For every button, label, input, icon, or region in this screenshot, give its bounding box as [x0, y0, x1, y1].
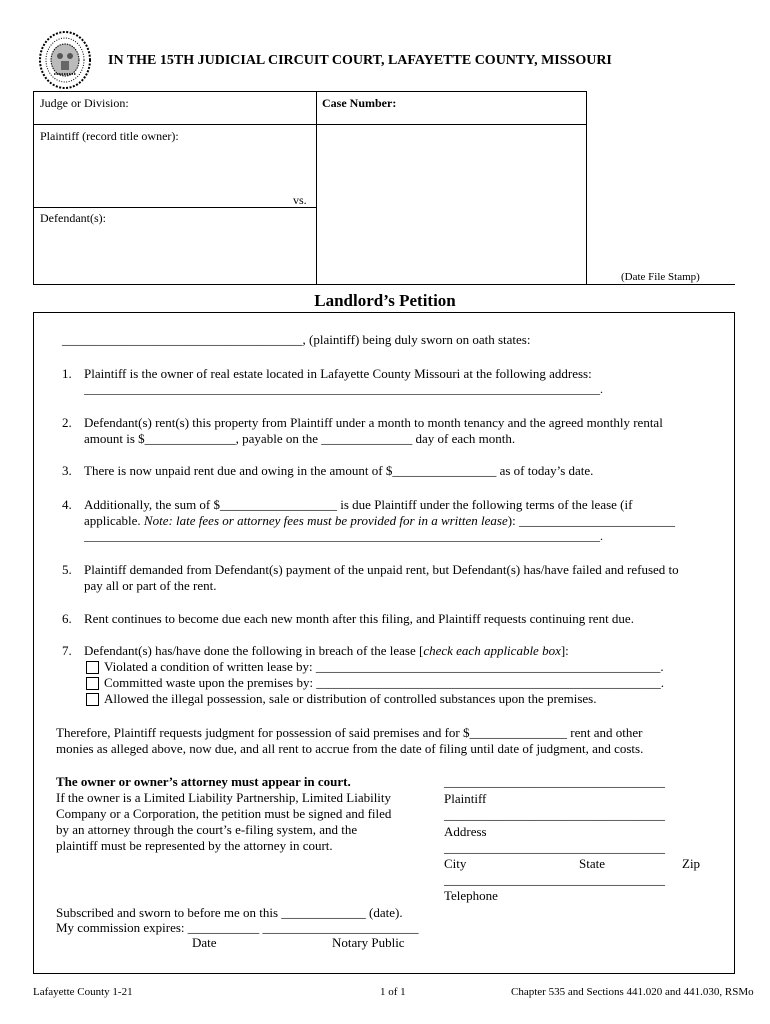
caption-rule — [33, 207, 317, 208]
caption-rule — [33, 124, 587, 125]
address-label: Address — [444, 824, 487, 839]
check-instruction: check each applicable box — [423, 643, 561, 658]
address-line[interactable]: __________________________________ — [444, 807, 665, 822]
court-title: IN THE 15TH JUDICIAL CIRCUIT COURT, LAFAYETTE COUNTY, MISSOURI — [108, 53, 612, 68]
case-number-label: Case Number: — [322, 96, 397, 110]
late-fee-note: Note: late fees or attorney fees must be provided for in a written lease — [143, 513, 508, 528]
item-1-text: Plaintiff is the owner of real estate located in Lafayette County Missouri at the following address: — [84, 366, 592, 381]
item-number: 4. — [62, 497, 72, 512]
item-7-text — [84, 643, 569, 659]
subscribed-line: Subscribed and sworn to before me on this _____________ (date). — [56, 905, 403, 920]
footer-page-number: 1 of 1 — [380, 986, 406, 998]
plaintiff-label: Plaintiff (record title owner): — [40, 129, 179, 143]
commission-line: My commission expires: ___________ ________________________ — [56, 920, 419, 935]
footer-statute: Chapter 535 and Sections 441.020 and 441.030, RSMo — [511, 986, 754, 998]
committed-waste-checkbox[interactable] — [86, 677, 99, 690]
judge-label: Judge or Division: — [40, 96, 129, 110]
telephone-line[interactable]: __________________________________ — [444, 872, 665, 887]
item-number: 7. — [62, 643, 72, 658]
item-2-text: Defendant(s) rent(s) this property from Plaintiff under a month to month tenancy and the agreed monthly rental — [84, 415, 663, 430]
footer-form-id: Lafayette County 1-21 — [33, 986, 133, 998]
lease-terms-blank: ______________________________________________________________________________________. — [84, 529, 603, 543]
item-4-text: Additionally, the sum of $__________________ is due Plaintiff under the following terms of the lease (if — [84, 497, 633, 512]
item-number: 6. — [62, 611, 72, 626]
item-5-text: pay all or part of the rent. — [84, 578, 217, 593]
item-2-text: amount is $______________, payable on the ______________ day of each month. — [84, 431, 516, 446]
petition-title: Landlord’s Petition — [314, 291, 456, 310]
item-number: 2. — [62, 415, 72, 430]
violated-condition-label: Violated a condition of written lease by: _____________________________________________________. — [104, 659, 664, 674]
illegal-substances-checkbox[interactable] — [86, 693, 99, 706]
item-4-text — [84, 513, 675, 529]
address-blank: ______________________________________________________________________________________. — [84, 382, 603, 396]
date-stamp-label: (Date File Stamp) — [621, 271, 700, 283]
intro-line: _____________________________________, (plaintiff) being duly sworn on oath states: — [62, 332, 531, 347]
defendant-label: Defendant(s): — [40, 211, 106, 225]
state-label: State — [579, 856, 605, 871]
city-label: City — [444, 856, 467, 871]
date-stamp-line — [587, 284, 735, 285]
lease-terms-blank: ): ________________________ — [507, 513, 675, 528]
court-seal-icon — [38, 30, 92, 90]
item-7-lead: Defendant(s) has/have done the following in breach of the lease [ — [84, 643, 424, 658]
violated-condition-checkbox[interactable] — [86, 661, 99, 674]
telephone-label: Telephone — [444, 888, 498, 903]
committed-waste-label: Committed waste upon the premises by: _____________________________________________________. — [104, 675, 665, 690]
therefore-text: monies as alleged above, now due, and all rent to accrue from the date of filing until date of judgment, and costs. — [56, 741, 644, 756]
item-3-text: There is now unpaid rent due and owing in the amount of $________________ as of today’s date. — [84, 463, 594, 478]
zip-label: Zip — [682, 856, 701, 871]
therefore-text: Therefore, Plaintiff requests judgment for possession of said premises and for $_______________ rent and other — [56, 725, 643, 740]
item-number: 5. — [62, 562, 72, 577]
item-7-close: ]: — [560, 643, 569, 658]
plaintiff-signature-line[interactable]: __________________________________ — [444, 774, 665, 789]
city-state-zip-line[interactable]: __________________________________ — [444, 840, 665, 855]
plaintiff-label: Plaintiff — [444, 791, 487, 806]
caption-box — [33, 91, 587, 285]
item-number: 1. — [62, 366, 72, 381]
item-6-text: Rent continues to become due each new month after this filing, and Plaintiff requests continuing rent due. — [84, 611, 634, 626]
appear-text: If the owner is a Limited Liability Partnership, Limited Liability — [56, 790, 392, 805]
illegal-substances-label: Allowed the illegal possession, sale or distribution of controlled substances upon the premises. — [104, 691, 597, 706]
appear-text: plaintiff must be represented by the attorney in court. — [56, 838, 333, 853]
appear-text: Company or a Corporation, the petition must be signed and filed — [56, 806, 392, 821]
date-label: Date — [192, 935, 217, 950]
notary-public-label: Notary Public — [332, 935, 405, 950]
caption-divider — [316, 91, 317, 285]
appear-text: by an attorney through the court’s e-filing system, and the — [56, 822, 358, 837]
item-4-applicable: applicable. — [84, 513, 141, 528]
item-number: 3. — [62, 463, 72, 478]
vs-label: vs. — [293, 193, 307, 207]
item-5-text: Plaintiff demanded from Defendant(s) payment of the unpaid rent, but Defendant(s) has/have failed and refused to — [84, 562, 679, 577]
appear-warning: The owner or owner’s attorney must appear in court. — [56, 774, 351, 789]
